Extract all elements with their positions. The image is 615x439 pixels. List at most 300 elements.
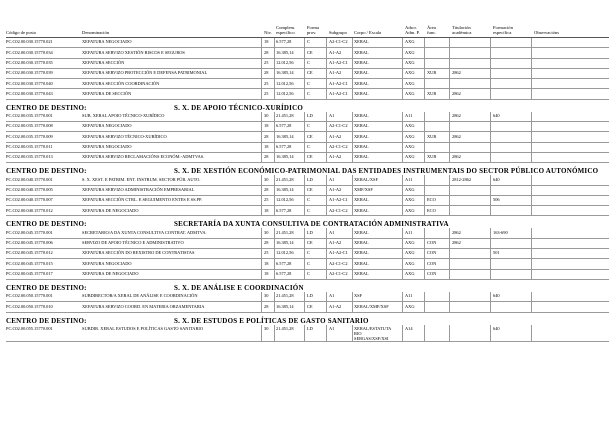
column-divider (490, 292, 491, 301)
column-divider (326, 112, 327, 121)
denominacion-cell: XEFATURA DE SECCIÓN (82, 90, 132, 96)
corpo-cell: XERAL/XMF/XSF (354, 303, 389, 309)
column-divider (352, 122, 353, 131)
corpo-cell: XERAL (354, 133, 369, 139)
column-divider (424, 59, 425, 68)
codigo-cell: PC.C02.00.045.15770.012 (6, 250, 53, 256)
denominacion-cell: XEFATURA DE NEGOCIADO (82, 271, 139, 277)
complem-cell: 12.012,56 (276, 59, 294, 65)
column-divider (326, 79, 327, 88)
column-divider (326, 270, 327, 279)
table-row (6, 259, 609, 269)
adscr-cell: AXG (405, 144, 415, 150)
section-header (6, 313, 609, 325)
column-divider (490, 270, 491, 279)
denominacion-cell: XEFATURA DE NEGOCIADO (82, 207, 139, 213)
column-divider (304, 325, 305, 341)
column-divider (424, 196, 425, 205)
subgrupo-cell: A1-A2-C1 (329, 90, 348, 96)
denominacion-cell: XEFATURA SERVIZO COORD. EN MATERIA ORZAMENTARIA (82, 303, 205, 309)
column-divider (352, 38, 353, 47)
column-divider (304, 143, 305, 152)
titulacion-cell: 2862 (452, 90, 461, 96)
denominacion-cell: XEFATURA SERVIZO ADMINISTRACIÓN EMPRESARIAL (82, 186, 195, 192)
codigo-cell: PC.C02.00.030.15770.040 (6, 80, 53, 86)
col-niv-header: Niv. (264, 30, 272, 35)
column-divider (261, 325, 262, 341)
column-divider (424, 175, 425, 184)
column-divider (531, 79, 532, 88)
denominacion-cell: XEFATURA NEGOCIADO (82, 260, 132, 266)
niv-cell: 25 (264, 250, 269, 256)
niv-cell: 18 (264, 260, 269, 266)
titulacion-cell: 2862 (452, 240, 461, 246)
codigo-cell: PC.C02.00.030.15770.043 (6, 90, 53, 96)
column-divider (326, 292, 327, 301)
forma-cell: C (307, 90, 310, 96)
codigo-cell: PC.C02.00.040.15770.007 (6, 197, 53, 203)
denominacion-cell: XEFATURA SECCIÓN (82, 59, 125, 65)
table-row (6, 122, 609, 132)
column-divider (490, 175, 491, 184)
table-row (6, 38, 609, 48)
column-divider (326, 259, 327, 268)
forma-cell: C (307, 123, 310, 129)
column-divider (274, 59, 275, 68)
column-divider (326, 38, 327, 47)
column-divider (304, 112, 305, 121)
column-divider (424, 69, 425, 78)
column-divider (490, 325, 491, 341)
column-divider (531, 259, 532, 268)
column-divider (531, 196, 532, 205)
niv-cell: 18 (264, 271, 269, 277)
corpo-cell: XERAL (354, 80, 369, 86)
niv-cell: 28 (264, 186, 269, 192)
niv-cell: 28 (264, 133, 269, 139)
adscr-cell: AXG (405, 250, 415, 256)
table-row (6, 292, 609, 302)
column-divider (402, 228, 403, 237)
column-divider (261, 206, 262, 215)
column-divider (490, 38, 491, 47)
column-divider (449, 249, 450, 258)
table-row (6, 228, 609, 238)
subgrupo-cell: A2-C1-C2 (329, 123, 348, 129)
column-divider (352, 292, 353, 301)
column-divider (531, 153, 532, 162)
column-divider (424, 239, 425, 248)
column-divider (304, 175, 305, 184)
corpo-cell: XERAL (354, 39, 369, 45)
column-divider (531, 122, 532, 131)
section-label: CENTRO DE DESTINO: (6, 167, 87, 176)
codigo-cell: PC.C02.00.030.15770.034 (6, 49, 53, 55)
column-divider (531, 292, 532, 301)
column-divider (261, 38, 262, 47)
column-divider (261, 228, 262, 237)
column-divider (326, 48, 327, 57)
column-divider (326, 153, 327, 162)
subgrupo-cell: A1-A2 (329, 186, 342, 192)
column-divider (274, 270, 275, 279)
corpo-cell: XERAL (354, 59, 369, 65)
table-row (6, 112, 609, 122)
section-title: S. X. DE APOIO TÉCNICO-XURÍDICO (174, 103, 303, 112)
column-divider (402, 325, 403, 341)
column-divider (261, 143, 262, 152)
column-divider (490, 69, 491, 78)
column-divider (424, 48, 425, 57)
column-divider (352, 48, 353, 57)
column-divider (424, 79, 425, 88)
section-title: S. X. DE ANÁLISE E COORDINACIÓN (174, 283, 304, 292)
table-row (6, 302, 609, 312)
column-divider (352, 228, 353, 237)
column-divider (352, 186, 353, 195)
column-divider (261, 89, 262, 98)
formacion-cell: 640 (493, 176, 500, 182)
section-header (6, 163, 609, 175)
sections-container (6, 38, 609, 342)
titulacion-cell: 2862 (452, 113, 461, 119)
column-divider (261, 153, 262, 162)
column-divider (326, 249, 327, 258)
column-divider (449, 79, 450, 88)
column-divider (402, 196, 403, 205)
codigo-cell: PC.C02.00.045.15770.006 (6, 240, 53, 246)
adscr-cell: A11 (405, 229, 413, 235)
table-row (6, 79, 609, 89)
column-divider (326, 132, 327, 141)
column-divider (274, 79, 275, 88)
column-divider (449, 38, 450, 47)
column-divider (304, 270, 305, 279)
subgrupo-cell: A2-C1-C2 (329, 271, 348, 277)
column-divider (304, 206, 305, 215)
formacion-cell: 640 (493, 113, 500, 119)
column-divider (274, 325, 275, 341)
forma-cell: LD (307, 325, 313, 331)
corpo-cell: XERAL (354, 90, 369, 96)
column-divider (490, 89, 491, 98)
area-cell: XUR (427, 90, 437, 96)
forma-cell: LD (307, 113, 313, 119)
column-divider (490, 48, 491, 57)
column-divider (352, 206, 353, 215)
complem-cell: 12.012,56 (276, 250, 294, 256)
column-divider (304, 249, 305, 258)
column-divider (402, 292, 403, 301)
codigo-cell: PC.C02.00.030.15770.021 (6, 39, 53, 45)
column-divider (449, 69, 450, 78)
corpo-cell: XERAL (354, 240, 369, 246)
column-divider (402, 132, 403, 141)
column-divider (449, 48, 450, 57)
niv-cell: 30 (264, 113, 269, 119)
titulacion-cell: 2862 (452, 70, 461, 76)
adscr-cell: AXG (405, 133, 415, 139)
column-divider (274, 38, 275, 47)
column-divider (490, 59, 491, 68)
column-divider (352, 302, 353, 311)
codigo-cell: PC.C02.00.030.15770.039 (6, 70, 53, 76)
column-divider (531, 239, 532, 248)
forma-cell: LD (307, 176, 313, 182)
table-row (6, 206, 609, 216)
column-divider (424, 206, 425, 215)
column-divider (326, 196, 327, 205)
column-divider (352, 153, 353, 162)
table-row (6, 249, 609, 259)
niv-cell: 28 (264, 49, 269, 55)
column-divider (531, 206, 532, 215)
corpo-cell: XERAL (354, 207, 369, 213)
corpo-cell: XERAL (354, 123, 369, 129)
complem-cell: 21.451,28 (276, 325, 294, 331)
column-divider (261, 48, 262, 57)
column-divider (274, 206, 275, 215)
column-divider (490, 122, 491, 131)
section-label: CENTRO DE DESTINO: (6, 283, 87, 292)
column-divider (274, 302, 275, 311)
column-divider (449, 153, 450, 162)
column-divider (274, 69, 275, 78)
column-divider (531, 186, 532, 195)
column-divider (449, 175, 450, 184)
codigo-cell: PC.C02.00.035.15770.001 (6, 113, 53, 119)
denominacion-cell: SUB. XERAL APOIO TÉCNICO-XURÍDICO (82, 113, 165, 119)
subgrupo-cell: A1-A2 (329, 70, 342, 76)
complem-cell: 21.451,28 (276, 176, 294, 182)
adscr-cell: A11 (405, 113, 413, 119)
niv-cell: 18 (264, 39, 269, 45)
corpo-cell: XERAL (354, 144, 369, 150)
column-divider (274, 175, 275, 184)
forma-cell: C (307, 80, 310, 86)
forma-cell: CE (307, 49, 313, 55)
column-divider (402, 59, 403, 68)
complem-cell: 16.385,14 (276, 154, 294, 160)
document (6, 0, 609, 342)
adscr-cell: AXG (405, 80, 415, 86)
column-divider (490, 143, 491, 152)
column-divider (304, 153, 305, 162)
adscr-cell: AXG (405, 59, 415, 65)
table-row (6, 132, 609, 142)
subgrupo-cell: A1-A2 (329, 303, 342, 309)
complem-cell: 16.385,14 (276, 49, 294, 55)
complem-cell: 21.451,28 (276, 113, 294, 119)
column-divider (274, 122, 275, 131)
column-divider (402, 239, 403, 248)
corpo-cell: XERAL (354, 271, 369, 277)
column-divider (304, 69, 305, 78)
column-divider (304, 79, 305, 88)
column-divider (304, 239, 305, 248)
column-divider (490, 228, 491, 237)
column-divider (261, 59, 262, 68)
area-cell: CON (427, 250, 437, 256)
column-divider (352, 143, 353, 152)
subgrupo-cell: A1-A2-C1 (329, 80, 348, 86)
corpo-cell: XERAL (354, 154, 369, 160)
column-divider (449, 122, 450, 131)
section-header (6, 100, 609, 112)
column-divider (352, 79, 353, 88)
denominacion-cell: XEFATURA NEGOCIADO (82, 144, 132, 150)
column-divider (490, 259, 491, 268)
codigo-cell: PC.C02.00.035.15770.011 (6, 144, 53, 150)
table-row (6, 153, 609, 163)
column-divider (531, 59, 532, 68)
column-divider (424, 38, 425, 47)
adscr-cell: AXG (405, 260, 415, 266)
column-divider (424, 122, 425, 131)
column-divider (424, 302, 425, 311)
table-row (6, 239, 609, 249)
column-divider (531, 270, 532, 279)
codigo-cell: PC.C02.00.040.15770.001 (6, 176, 53, 182)
formacion-cell: 640 (493, 293, 500, 299)
adscr-cell: AXG (405, 207, 415, 213)
column-divider (352, 112, 353, 121)
column-divider (402, 175, 403, 184)
column-divider (274, 259, 275, 268)
complem-cell: 12.012,56 (276, 90, 294, 96)
complem-cell: 6.577,28 (276, 271, 292, 277)
column-divider (402, 143, 403, 152)
titulacion-cell: 2812-2862 (452, 176, 472, 182)
column-divider (304, 228, 305, 237)
niv-cell: 18 (264, 123, 269, 129)
column-divider (402, 79, 403, 88)
subgrupo-cell: A2-C1-C2 (329, 207, 348, 213)
niv-cell: 18 (264, 207, 269, 213)
column-divider (531, 69, 532, 78)
column-divider (261, 249, 262, 258)
forma-cell: CE (307, 70, 313, 76)
section-title: SECRETARÍA DA XUNTA CONSULTIVA DE CONTRATACIÓN ADMINISTRATIVA (174, 220, 449, 229)
adscr-cell: AXG (405, 303, 415, 309)
column-divider (326, 89, 327, 98)
column-divider (402, 69, 403, 78)
column-divider (304, 259, 305, 268)
codigo-cell: PC.C02.00.050.15770.001 (6, 293, 53, 299)
forma-cell: CE (307, 186, 313, 192)
column-divider (531, 132, 532, 141)
column-divider (449, 112, 450, 121)
col-titulacion-header: Titulación académica (452, 24, 472, 35)
column-divider (274, 48, 275, 57)
subgrupo-cell: A1-A2 (329, 133, 342, 139)
forma-cell: C (307, 197, 310, 203)
column-divider (490, 112, 491, 121)
codigo-cell: PC.C02.00.050.15770.010 (6, 303, 53, 309)
column-divider (424, 186, 425, 195)
column-divider (424, 259, 425, 268)
column-divider (449, 59, 450, 68)
complem-cell: 12.012,56 (276, 197, 294, 203)
codigo-cell: PC.C02.00.045.15770.001 (6, 229, 53, 235)
niv-cell: 30 (264, 325, 269, 331)
column-divider (304, 302, 305, 311)
titulacion-cell: 2862 (452, 133, 461, 139)
complem-cell: 21.451,28 (276, 229, 294, 235)
denominacion-cell: XEFATURA SECCIÓN COORDINACIÓN (82, 80, 160, 86)
complem-cell: 21.451,28 (276, 293, 294, 299)
formacion-cell: 640 (493, 325, 500, 331)
column-divider (261, 259, 262, 268)
column-divider (304, 132, 305, 141)
column-divider (326, 302, 327, 311)
adscr-cell: AXG (405, 271, 415, 277)
column-divider (326, 122, 327, 131)
column-divider (326, 228, 327, 237)
corpo-cell: XERAL (354, 113, 369, 119)
column-divider (490, 196, 491, 205)
column-divider (531, 38, 532, 47)
column-divider (424, 325, 425, 341)
titulacion-cell: 2862 (452, 154, 461, 160)
column-divider (304, 292, 305, 301)
forma-cell: C (307, 271, 310, 277)
column-divider (274, 249, 275, 258)
niv-cell: 28 (264, 303, 269, 309)
col-forma-header: Forma prov. (307, 24, 319, 35)
col-corpo-header: Corpo / Escala (354, 30, 382, 35)
codigo-cell: PC.C02.00.045.15770.015 (6, 260, 53, 266)
column-divider (261, 186, 262, 195)
col-subgrupo-header: Subgrupo (329, 30, 347, 35)
column-divider (326, 143, 327, 152)
denominacion-cell: SUBDIR. XERAL ESTUDOS E POLÍTICAS GASTO SANITARIO (82, 325, 204, 331)
codigo-cell: PC.C02.00.035.15770.008 (6, 123, 53, 129)
column-divider (402, 48, 403, 57)
column-divider (326, 325, 327, 341)
denominacion-cell: XEFATURA NEGOCIADO (82, 123, 132, 129)
column-divider (490, 132, 491, 141)
area-cell: XUR (427, 70, 437, 76)
corpo-cell: XMF/XSF (354, 186, 373, 192)
subgrupo-cell: A1-A2 (329, 49, 342, 55)
section-label: CENTRO DE DESTINO: (6, 316, 87, 325)
column-divider (274, 89, 275, 98)
column-divider (449, 143, 450, 152)
column-divider (304, 59, 305, 68)
column-divider (490, 239, 491, 248)
formacion-cell: 501 (493, 250, 500, 256)
column-divider (402, 122, 403, 131)
column-divider (402, 249, 403, 258)
column-divider (424, 292, 425, 301)
corpo-cell: XERAL (354, 260, 369, 266)
column-divider (261, 69, 262, 78)
column-divider (304, 122, 305, 131)
forma-cell: CE (307, 240, 313, 246)
column-divider (304, 196, 305, 205)
column-divider (490, 206, 491, 215)
corpo-cell: XERAL/XSF (354, 176, 378, 182)
column-divider (424, 153, 425, 162)
forma-cell: CE (307, 133, 313, 139)
table-row (6, 325, 609, 342)
column-divider (490, 153, 491, 162)
formacion-cell: 163-690 (493, 229, 508, 235)
subgrupo-cell: A1 (329, 229, 335, 235)
forma-cell: LD (307, 293, 313, 299)
col-area-header: Área func. (427, 24, 437, 35)
